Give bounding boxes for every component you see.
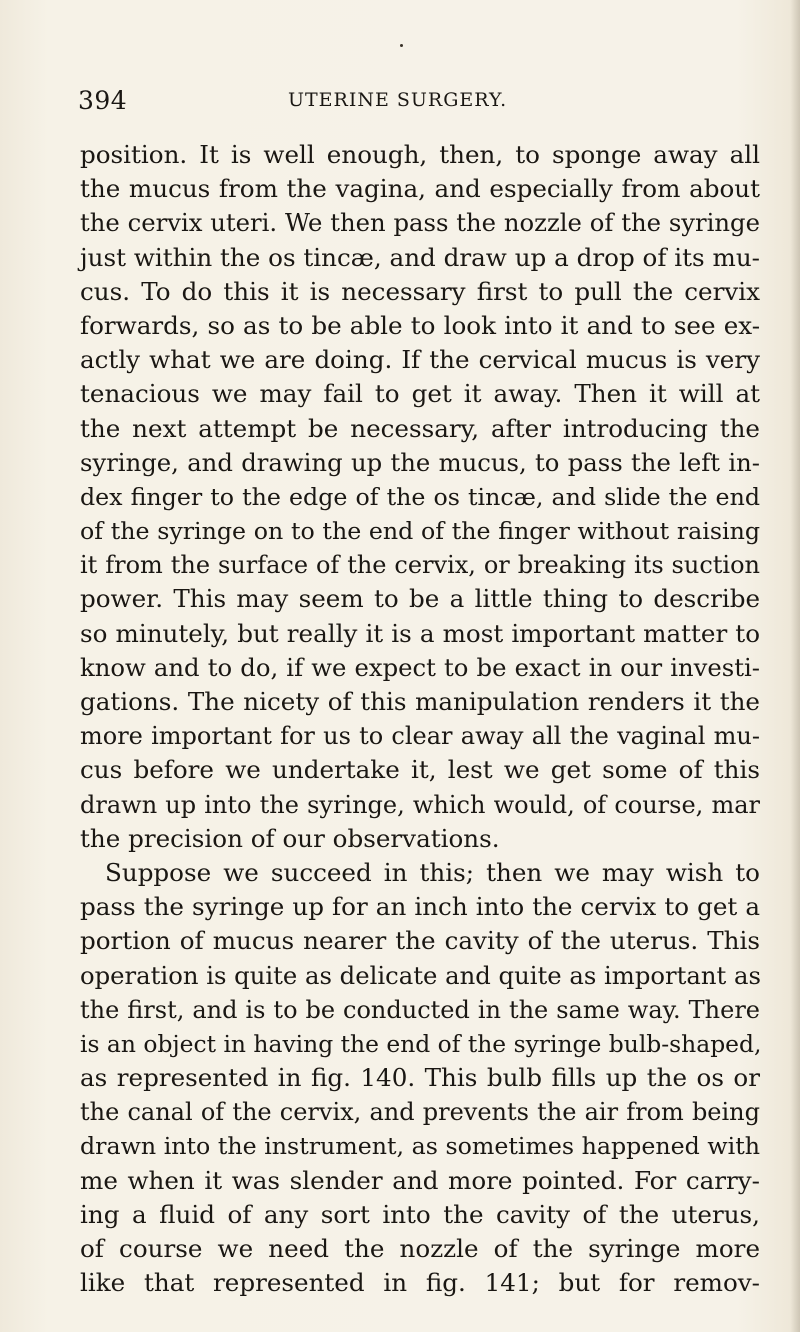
text-line: portion of mucus nearer the cavity of the uterus. This — [80, 926, 760, 956]
text-line: is an object in having the end of the syringe bulb-shaped, — [80, 1029, 762, 1058]
text-line: the canal of the cervix, and prevents the air from being — [80, 1098, 760, 1127]
text-line: syringe, and drawing up the mucus, to pass the left in- — [80, 447, 760, 477]
text-line: just within the os tincæ, and draw up a drop of its mu- — [80, 242, 760, 272]
text-line: gations. The nicety of this manipulation renders it the — [80, 687, 760, 716]
text-line: tenacious we may fail to get it away. Then it will at — [80, 379, 760, 409]
text-line: like that represented in fig. 141; but for remov- — [80, 1268, 760, 1298]
text-line: know and to do, if we expect to be exact in our investi- — [80, 652, 760, 682]
text-line: the first, and is to be conducted in the same way. There — [80, 995, 760, 1024]
text-line: pass the syringe up for an inch into the cervix to get a — [80, 892, 760, 922]
text-line: the next attempt be necessary, after introducing the — [80, 413, 760, 443]
text-line: of the syringe on to the end of the finger without raising — [80, 517, 760, 546]
body-text — [80, 138, 760, 1300]
running-head — [78, 86, 728, 116]
running-title: UTERINE SURGERY. — [288, 89, 508, 111]
text-line: more important for us to clear away all the vaginal mu- — [80, 722, 760, 751]
text-line: cus. To do this it is necessary first to pull the cervix — [80, 276, 760, 306]
text-line: drawn into the instrument, as sometimes happened with — [80, 1132, 760, 1161]
text-line: the mucus from the vagina, and especially from about — [80, 174, 760, 204]
text-line: operation is quite as delicate and quite as important as — [80, 960, 761, 990]
text-line: the cervix uteri. We then pass the nozzle of the syringe — [80, 208, 760, 238]
text-line: dex finger to the edge of the os tincæ, and slide the end — [80, 482, 760, 511]
text-line: actly what we are doing. If the cervical mucus is very — [80, 345, 760, 375]
text-line: me when it was slender and more pointed. For carry- — [80, 1165, 760, 1195]
text-line: ing a fluid of any sort into the cavity of the uterus, — [80, 1199, 760, 1229]
text-line: drawn up into the syringe, which would, of course, mar — [80, 790, 760, 819]
text-line: power. This may seem to be a little thing to describe — [80, 584, 760, 614]
page-edge-shadow — [790, 0, 800, 1332]
text-line: forwards, so as to be able to look into it and to see ex- — [80, 310, 760, 340]
page-number: 394 — [78, 86, 128, 115]
text-line: as represented in fig. 140. This bulb fills up the os or — [80, 1063, 760, 1093]
print-speck — [400, 44, 403, 47]
text-line: cus before we undertake it, lest we get some of this — [80, 755, 760, 785]
text-line: position. It is well enough, then, to sponge away all — [80, 140, 760, 169]
text-line: it from the surface of the cervix, or breaking its suction — [80, 551, 760, 580]
paragraph-start-line: Suppose we succeed in this; then we may wish to — [105, 857, 760, 887]
paragraph-end-line: the precision of our observations. — [80, 823, 500, 853]
text-line: of course we need the nozzle of the syringe more — [80, 1234, 760, 1263]
text-line: so minutely, but really it is a most important matter to — [80, 618, 760, 648]
